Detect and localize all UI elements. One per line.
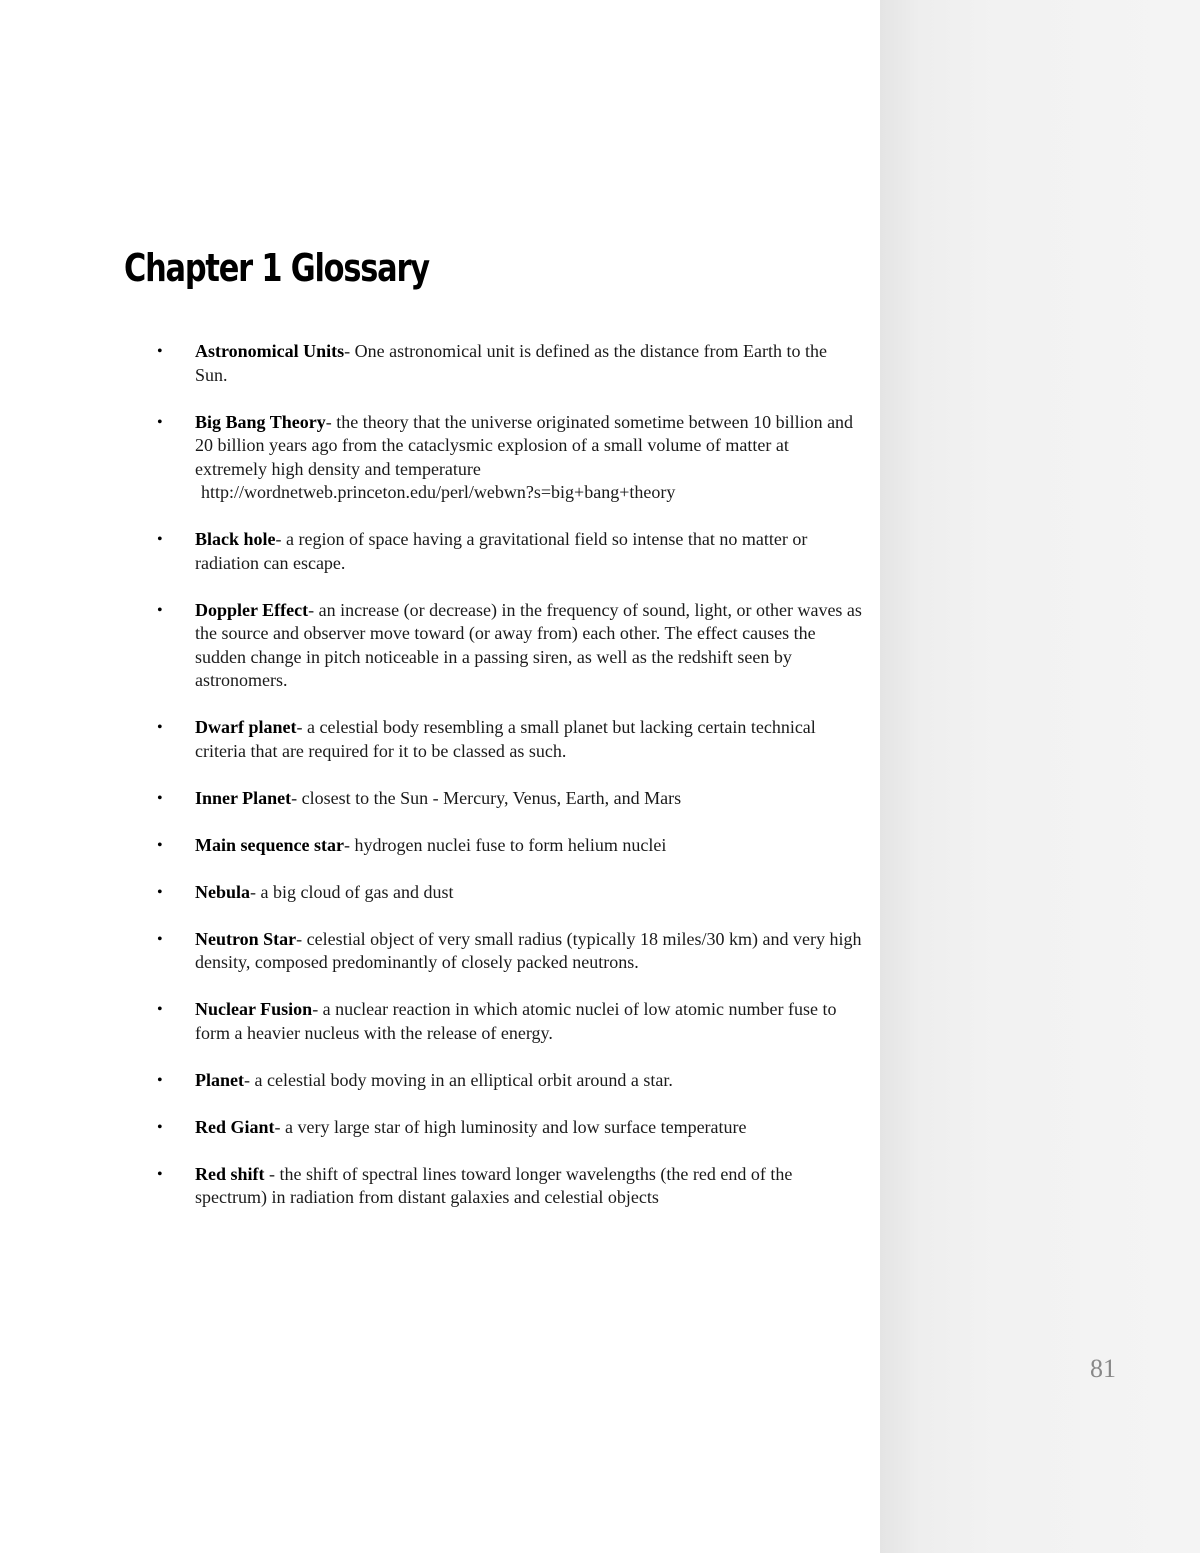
glossary-definition: - celestial object of very small radius (typically 18 miles/30 km) and very high density, composed predominantly of closely packed neutrons. [195,928,862,972]
bullet-icon: • [157,1118,163,1136]
glossary-definition: - a big cloud of gas and dust [250,881,454,902]
glossary-definition: - the theory that the universe originated sometime between 10 billion and 20 billion years ago from the cataclysmic explosion of a small volume of matter at extremely high density and temperature [195,411,854,479]
glossary-term: Inner Planet [195,787,292,808]
bullet-icon: • [157,883,163,901]
glossary-term: Planet [195,1069,244,1090]
glossary-term: Red Giant [195,1116,275,1137]
glossary-entry [157,881,862,905]
glossary-definition: - hydrogen nuclei fuse to form helium nuclei [343,834,667,855]
bullet-icon: • [157,601,163,619]
glossary-definition: - closest to the Sun - Mercury, Venus, Earth, and Mars [291,787,682,808]
bullet-icon: • [157,343,163,360]
glossary-entry [157,716,862,763]
glossary-entry [157,998,862,1045]
bullet-icon: • [157,789,163,807]
bullet-icon: • [157,719,163,736]
glossary-term: Doppler Effect [195,599,309,620]
glossary-entry [157,787,862,811]
glossary-list [157,340,862,1233]
glossary-definition: - a very large star of high luminosity and low surface temperature [274,1116,747,1137]
bullet-icon: • [157,1165,163,1183]
bullet-icon: • [157,930,163,948]
glossary-entry [157,928,862,975]
glossary-definition: - One astronomical unit is defined as the distance from Earth to the Sun. [195,341,828,385]
glossary-term: Astronomical Units [195,341,345,361]
glossary-entry [157,834,862,858]
glossary-term: Black hole [195,529,276,549]
glossary-term: Main sequence star [195,834,344,855]
glossary-entry [157,1069,862,1093]
glossary-term: Nebula [195,881,251,902]
glossary-entry [157,340,862,387]
glossary-term: Neutron Star [195,928,297,949]
glossary-term: Red shift [195,1163,265,1184]
bullet-icon: • [157,413,163,431]
glossary-entry [157,1116,862,1140]
glossary-term: Dwarf planet [195,717,297,737]
bullet-icon: • [157,1071,163,1089]
bullet-icon: • [157,836,163,854]
page-margin-panel [880,0,1200,1553]
glossary-term: Big Bang Theory [195,411,326,432]
glossary-definition: - a celestial body moving in an elliptical orbit around a star. [244,1069,673,1090]
bullet-icon: • [157,531,163,548]
reference-url: http://wordnetweb.princeton.edu/perl/webwn?s=big+bang+theory [201,482,676,502]
glossary-entry [157,599,862,693]
glossary-definition: - a region of space having a gravitational field so intense that no matter or radiation can escape. [195,529,808,573]
page-number: 81 [1090,1354,1116,1383]
page-title: Chapter 1 Glossary [124,246,429,290]
glossary-definition: - the shift of spectral lines toward longer wavelengths (the red end of the spectrum) in radiation from distant galaxies and celestial objects [195,1163,793,1207]
glossary-definition: - a nuclear reaction in which atomic nuclei of low atomic number fuse to form a heavier nucleus with the release of energy. [195,999,837,1043]
glossary-entry [157,528,862,575]
glossary-entry [157,1163,862,1210]
glossary-definition: - a celestial body resembling a small planet but lacking certain technical criteria that are required for it to be classed as such. [195,717,816,761]
bullet-icon: • [157,1001,163,1018]
glossary-definition: - an increase (or decrease) in the frequency of sound, light, or other waves as the source and observer move toward (or away from) each other. The effect causes the sudden change in pitch noticeable in a passing siren, as well as the redshift seen by astronomers. [195,599,862,690]
glossary-term: Nuclear Fusion [195,999,313,1019]
glossary-entry [157,411,862,505]
